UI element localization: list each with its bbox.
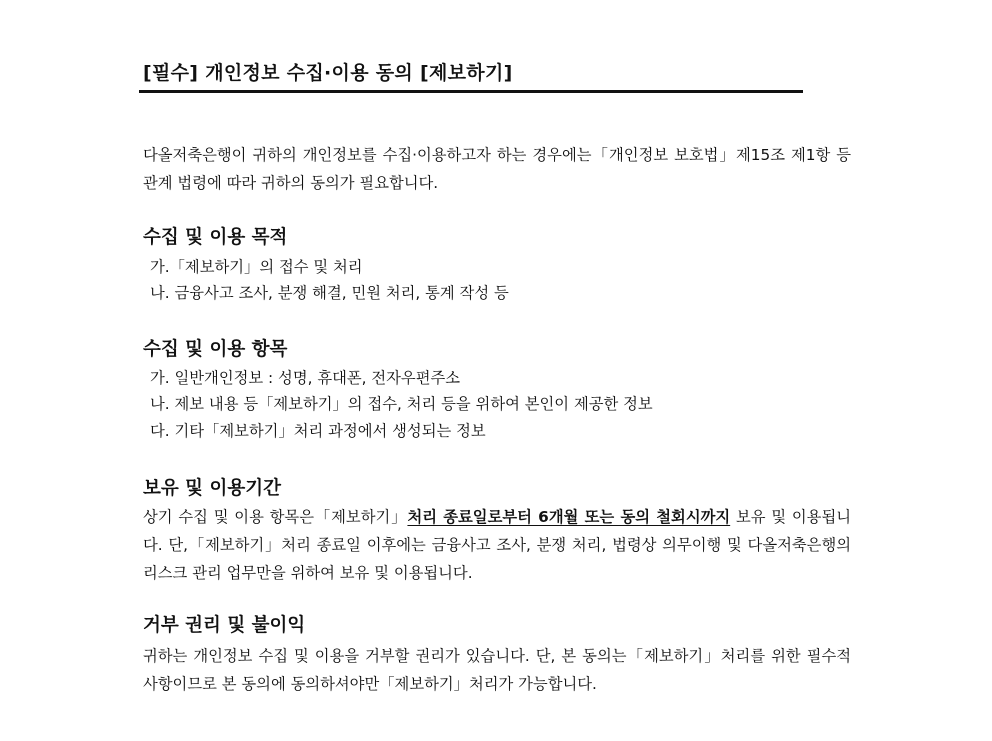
section-heading-items: 수집 및 이용 항목 [143,339,288,360]
title-underline-divider [139,90,803,93]
page-title: [필수] 개인정보 수집·이용 동의 [제보하기] [143,62,513,84]
list-item: 다. 기타「제보하기」처리 과정에서 생성되는 정보 [150,422,486,440]
section-heading-purpose: 수집 및 이용 목적 [143,227,288,248]
intro-paragraph: 다올저축은행이 귀하의 개인정보를 수집·이용하고자 하는 경우에는「개인정보 보호법」제15조 제1항 등 관계 법령에 따라 귀하의 동의가 필요합니다. [143,146,851,192]
section-heading-refusal: 거부 권리 및 불이익 [143,615,306,636]
refusal-paragraph: 귀하는 개인정보 수집 및 이용을 거부할 권리가 있습니다. 단, 본 동의는「제보하기」처리를 위한 필수적 사항이므로 본 동의에 동의하셔야만「제보하기」처리가 가능합니다. [143,647,851,693]
retention-paragraph [143,503,851,587]
list-item: 가.「제보하기」의 접수 및 처리 [150,258,363,276]
retention-text-before: 상기 수집 및 이용 항목은「제보하기」 [143,508,408,526]
retention-text-after: 보유 및 이용됩니다. 단,「제보하기」처리 종료일 이후에는 금융사고 조사, 분쟁 처리, 법령상 의무이행 및 다올저축은행의 리스크 관리 업무만을 위하여 보유 및 이용됩니다. [143,508,852,582]
list-item: 나. 제보 내용 등「제보하기」의 접수, 처리 등을 위하여 본인이 제공한 정보 [150,395,653,413]
list-item: 나. 금융사고 조사, 분쟁 해결, 민원 처리, 통계 작성 등 [150,284,509,302]
section-heading-retention: 보유 및 이용기간 [143,478,281,499]
retention-period-emphasis: 처리 종료일로부터 6개월 또는 동의 철회시까지 [407,508,731,526]
list-item: 가. 일반개인정보 : 성명, 휴대폰, 전자우편주소 [150,369,461,387]
